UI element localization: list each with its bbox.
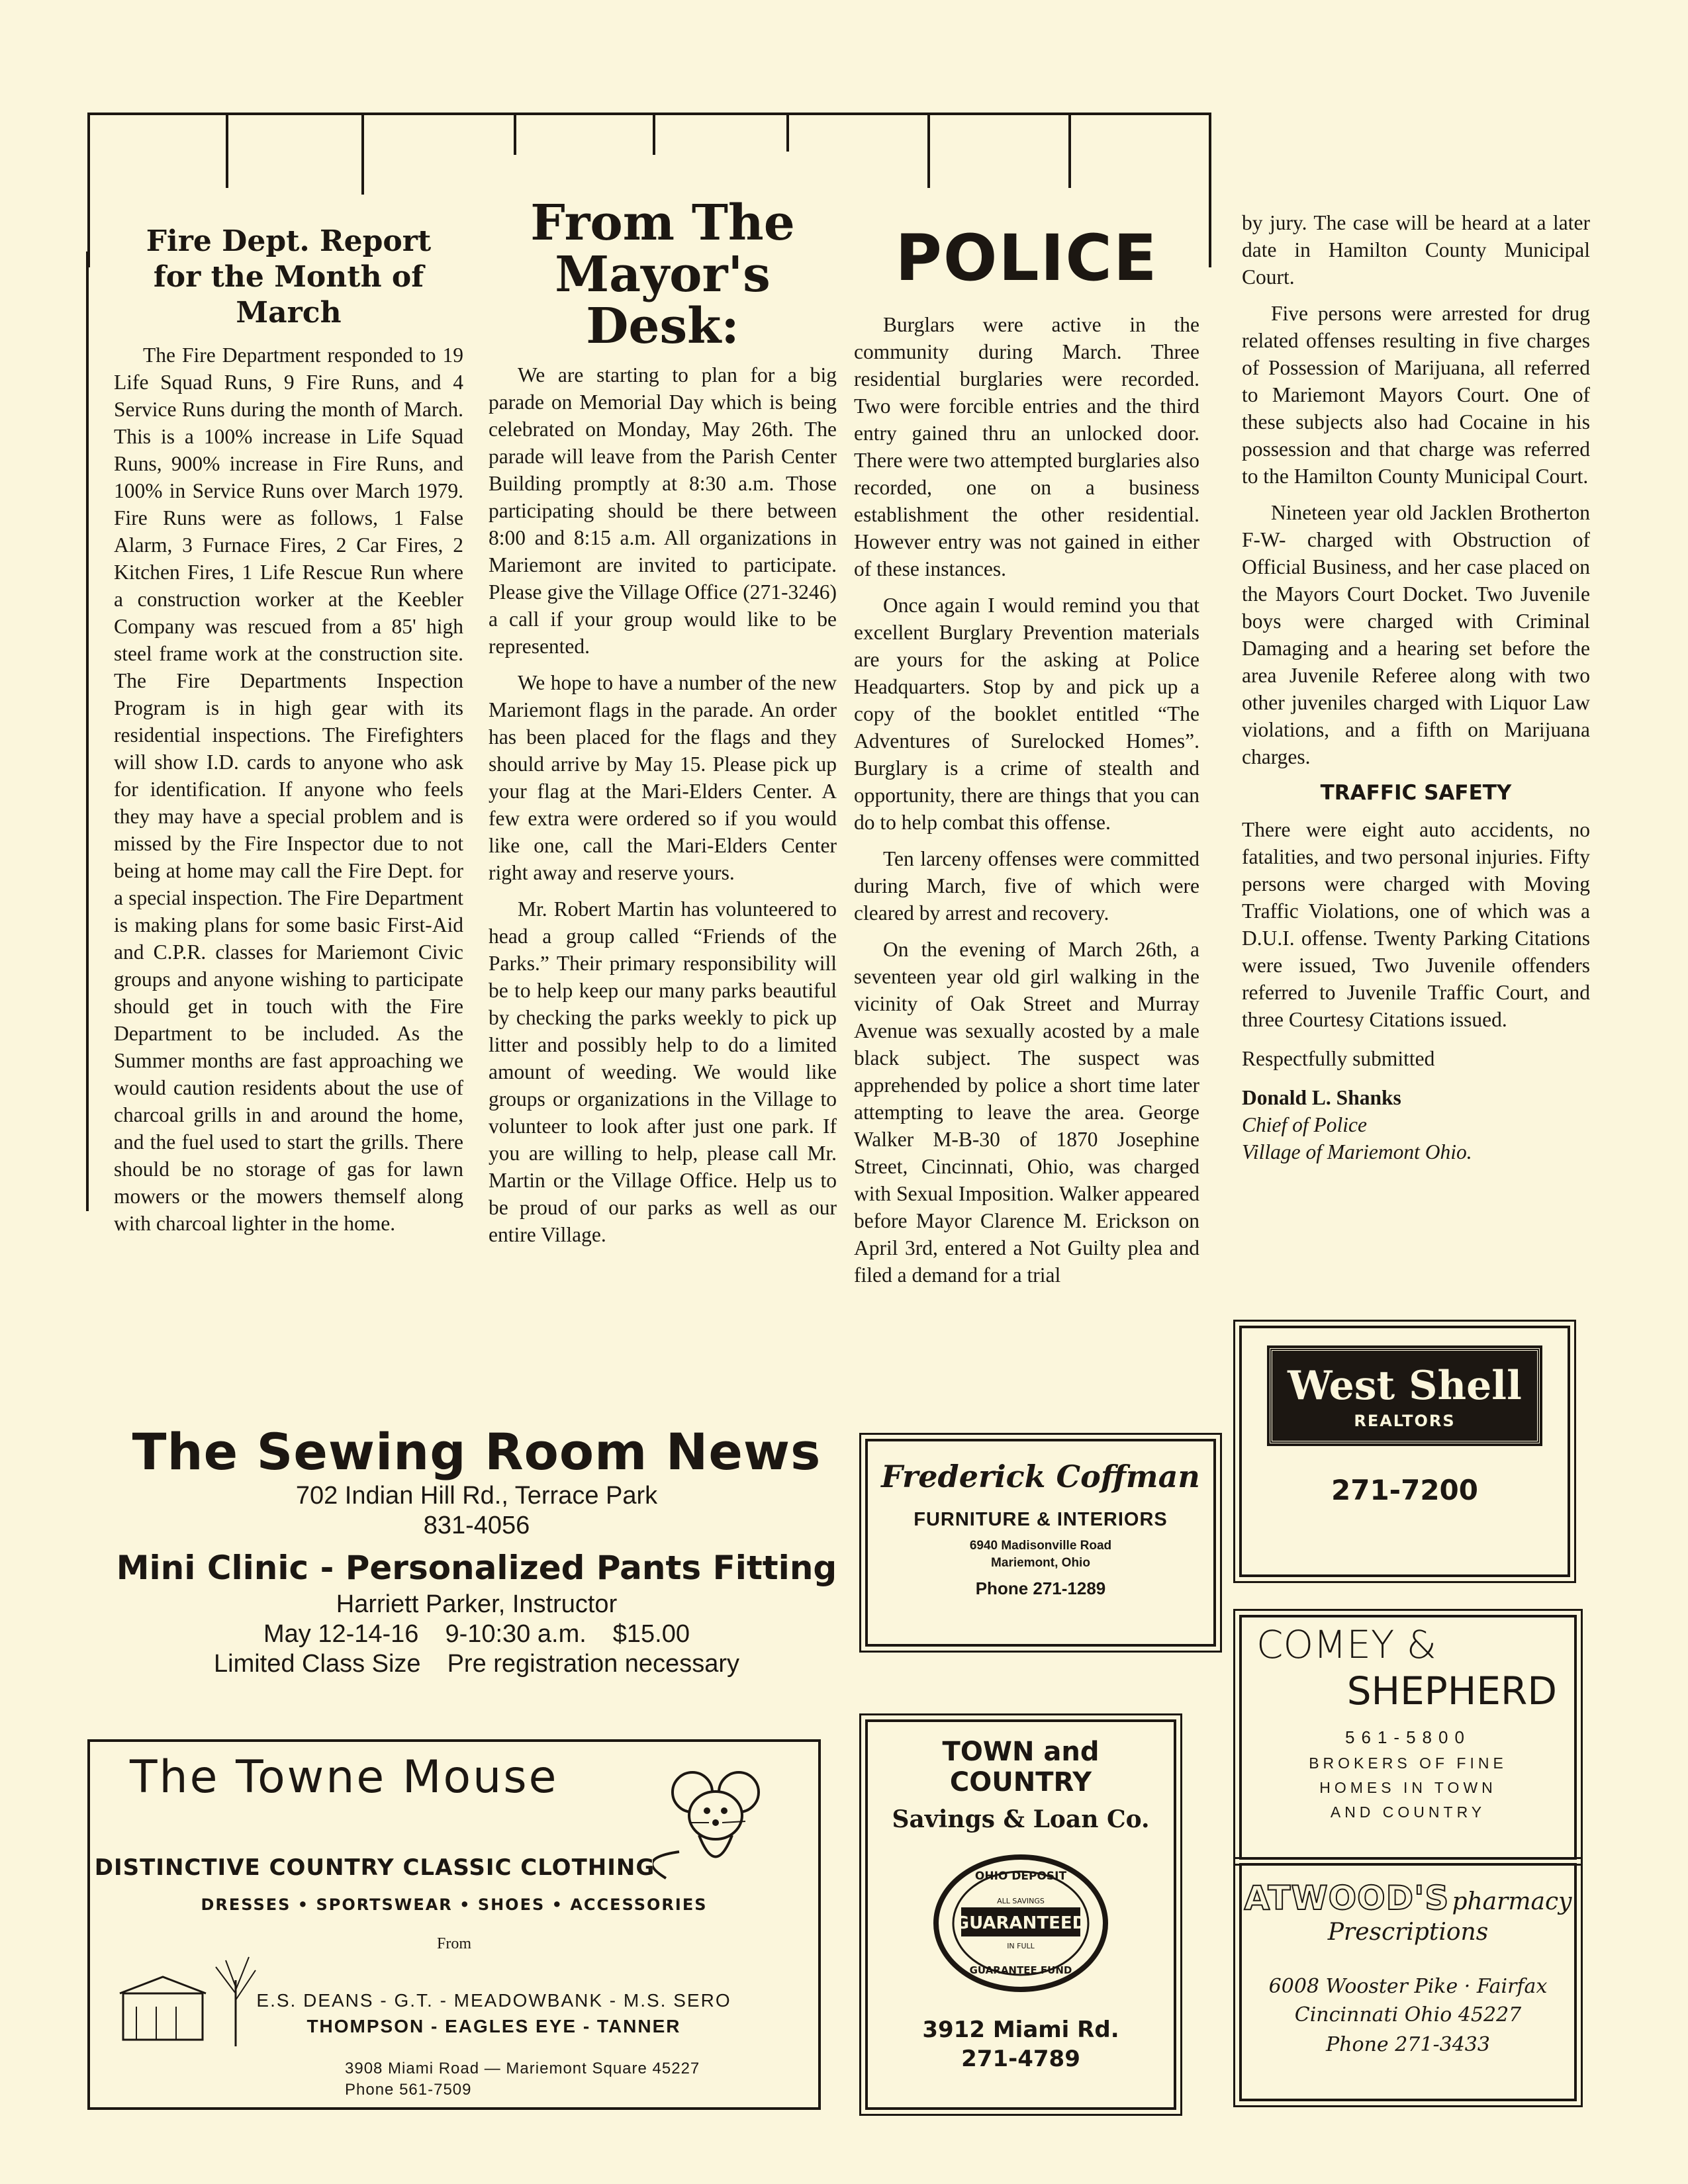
sewing-room-ad [106,1423,847,1679]
towne-from: From [436,1935,471,1952]
sewing-address: 702 Indian Hill Rd., Terrace Park [295,1482,658,1510]
police-paragraph: Nineteen year old Jacklen Brotherton F-W- charged with Obstruction of Official Business, and her case placed on the Mayors Court Docket. Two Juvenile boys were charged with Criminal Damaging and a hearing set before the area Juvenile Referee along with two other juveniles charged with Liquor Law violations, and a fifth on Marijuana charges. [1242,501,1590,768]
seal-bottom: GUARANTEE FUND [969,1964,1072,1976]
atwood-phone: Phone 271-3433 [1326,2033,1490,2056]
fire-title-line1: Fire Dept. Report [146,224,432,258]
town-country-name1: TOWN and COUNTRY [942,1737,1100,1797]
coffman-phone: Phone 271-1289 [975,1578,1106,1598]
sewing-size: Limited Class Size [214,1650,421,1678]
west-shell-logo [1270,1348,1540,1443]
fire-body: The Fire Department responded to 19 Life Squad Runs, 9 Fire Runs, and 4 Service Runs during the month of March. This is a 100% increase in Life Squad Runs, 900% increase in Fire Runs, and 100% in Service Runs over March 1979. Fire Runs were as follows, 1 False Alarm, 3 Furnace Fires, 2 Car Fires, 2 Kitchen Fires, 1 Life Rescue Run where a construction worker at the Keebler Company was rescued from a 85' high steel frame work at the construction site. The Fire Departments Inspection Program is in high gear with its residential inspections. The Firefighters will show I.D. cards to anyone who ask for identification. If anyone who feels they may have a special problem and is missed by the Fire Inspector due to not being at home may call the Fire Dept. for a special inspection. The Fire Department is making plans for some basic First-Aid and C.P.R. classes for Mariemont Civic groups and anyone wishing to participate should get in touch with the Fire Department to be included. As the Summer months are fast approaching we would caution residents about the use of charcoal grills in and around the home, and the fuel used to start the grills. There should be no storage of gas for lawn mowers or the mowers themself along with charcoal lighter in the home. [114,343,463,1235]
frame-tick [653,115,655,155]
comey-name2: SHEPHERD [1346,1668,1557,1713]
sewing-title: The Sewing Room News [132,1422,821,1481]
west-shell-sub: REALTORS [1354,1412,1456,1430]
police-paragraph: Burglars were active in the community during March. Three residential burglaries were recorded. Two were forcible entries and the third entry gained thru an unlocked door. There were two attempted burglaries also recorded, one on a business establishment the other residential. However entry was not gained in either of these instances. [854,313,1199,580]
police-paragraph: Ten larceny offenses were committed during March, five of which were cleared by arrest and recovery. [854,847,1199,925]
signature-org: Village of Mariemont Ohio. [1242,1140,1472,1163]
comey-name1: COMEY & [1256,1622,1436,1667]
sewing-time: 9-10:30 a.m. [445,1620,586,1648]
mayor-paragraph: We are starting to plan for a big parade on Memorial Day which is being celebrated on Monday, May 26th. The parade will leave from the Parish Center Building promptly at 8:30 a.m. Those participating should be there between 8:00 and 8:15 a.m. All organizations in Mariemont are invited to participate. Please give the Village Office (271-3246) a call if your group would like to be represented. [489,363,837,658]
atwood-prescriptions: Prescriptions [1327,1919,1489,1946]
sewing-instructor: Harriett Parker, Instructor [336,1590,618,1618]
town-country-name2: Savings & Loan Co. [892,1805,1150,1833]
sewing-phone: 831-4056 [423,1512,530,1539]
mayor-paragraph: We hope to have a number of the new Mariemont flags in the parade. An order has been placed for the flags and they should arrive by May 15. Please pick up your flag at the Mari-Elders Center. A few extra were ordered so if you would like one, call the Mari-Elders Center right away and reserve yours. [489,671,837,884]
left-rule [86,251,89,1211]
towne-mouse-ad [87,1739,821,2110]
towne-brands-2: THOMPSON - EAGLES EYE - TANNER [306,2016,681,2036]
comey-line2: HOMES IN TOWN [1319,1779,1497,1796]
towne-phone: Phone 561-7509 [345,2081,472,2099]
police-paragraph: There were eight auto accidents, no fatalities, and two personal injuries. Fifty persons were charged with Moving Traffic Violations, one of which was a D.U.I. offense. Twenty Parking Citations were issued, Two Juvenile offenders referred to Juvenile Traffic Court, and three Courtesy Citations issued. [1242,818,1590,1031]
signature-title: Chief of Police [1242,1113,1367,1136]
closing-line: Respectfully submitted [1242,1047,1435,1070]
police-paragraph: Five persons were arrested for drug related offenses resulting in five charges of Possession of Marijuana, all referred to Mariemont Mayors Court. One of these subjects also had Cocaine in his possession and that charge was referred to the Hamilton County Municipal Court. [1242,302,1590,488]
police-paragraph: Once again I would remind you that excellent Burglary Prevention materials are yours for the asking at Police Headquarters. Stop by and pick up a copy of the booklet entitled “The Adventures of Surelocked Homes”. Burglary is a crime of stealth and opportunity, there are things that you can do to help combat this offense. [854,594,1199,834]
towne-categories: DRESSES • SPORTSWEAR • SHOES • ACCESSORIES [201,1895,708,1914]
mayor-desk [489,197,837,1257]
mayor-title-line1: From The [530,195,795,251]
town-country-address: 3912 Miami Rd. [922,2017,1119,2043]
comey-line1: BROKERS OF FINE [1309,1754,1507,1772]
mayor-title-line2: Mayor's Desk: [555,246,771,355]
west-shell-name: West Shell [1288,1363,1522,1409]
atwood-address1: 6008 Wooster Pike · Fairfax [1268,1975,1548,1998]
comey-shepherd-ad [1239,1615,1577,1860]
frame-tick [361,115,364,195]
atwood-name: ATWOOD'S [1244,1879,1450,1917]
sewing-clinic: Mini Clinic - Personalized Pants Fitting [116,1549,837,1587]
police-paragraph: On the evening of March 26th, a seventeen year old girl walking in the vicinity of Oak Street and Murray Avenue was sexually acosted by a male black subject. The suspect was apprehended by police a short time later attempting to leave the area. George Walker M-B-30 of 1870 Josephine Street, Cincinnati, Ohio, was charged with Sexual Imposition. Walker appeared before Mayor Clarence M. Erickson on April 3rd, entered a Not Guilty plea and filed a demand for a trial [854,938,1199,1287]
atwood-address2: Cincinnati Ohio 45227 [1294,2003,1522,2026]
town-country-phone: 271-4789 [961,2046,1080,2072]
sewing-price: $15.00 [612,1620,690,1648]
frame-tick [927,115,930,188]
ohio-deposit-seal [931,1850,1110,1996]
frederick-coffman-ad [865,1439,1216,1647]
traffic-safety-heading: TRAFFIC SAFETY [1320,781,1512,805]
police-report-continued [1242,209,1590,1165]
frame-tick [514,115,516,155]
frame-tick [786,115,789,152]
sewing-dates: May 12-14-16 [263,1620,419,1648]
seal-top: OHIO DEPOSIT [974,1870,1067,1883]
coffman-street: 6940 Madisonville Road [969,1539,1112,1553]
police-paragraph: by jury. The case will be heard at a later date in Hamilton County Municipal Court. [1242,211,1590,289]
comey-phone: 561-5800 [1345,1727,1471,1747]
towne-address: 3908 Miami Road — Mariemont Square 45227 [345,2060,700,2077]
west-shell-ad [1239,1326,1570,1577]
coffman-city: Mariemont, Ohio [991,1556,1090,1570]
comey-line3: AND COUNTRY [1330,1803,1486,1821]
fire-title-line2: for the Month of March [153,260,424,330]
towne-mouse-logo: The Towne Mouse [130,1751,559,1803]
signature-name: Donald L. Shanks [1242,1086,1401,1109]
police-report [854,221,1199,1298]
coffman-line: FURNITURE & INTERIORS [914,1509,1168,1530]
town-and-country-ad [865,1719,1176,2110]
seal-small2: IN FULL [1007,1942,1035,1950]
police-title: POLICE [895,221,1158,295]
towne-brands-1: E.S. DEANS - G.T. - MEADOWBANK - M.S. SERO [256,1990,731,2011]
atwood-pharmacy: pharmacy [1452,1888,1572,1915]
coffman-name: Frederick Coffman [881,1459,1200,1494]
frame-tick [1068,115,1071,188]
fire-report [114,224,463,1246]
seal-small1: ALL SAVINGS [997,1897,1045,1905]
mayor-paragraph: Mr. Robert Martin has volunteered to head a group called “Friends of the Parks.” Their primary responsibility will be to help keep our many parks beautiful by checking the parks weekly to pick up litter and possibly help to do a limited amount of weeding. We would like groups or organizations in the Village to volunteer to look after just one park. If you are willing to help, please call Mr. Martin or the Village Office. Help us to be proud of our parks as well as our entire Village. [489,897,837,1246]
frame-tick [226,115,228,188]
seal-mid: GUARANTEED [955,1913,1087,1933]
towne-tagline: DISTINCTIVE COUNTRY CLASSIC CLOTHING [94,1854,655,1881]
atwoods-pharmacy-ad [1239,1863,1577,2101]
west-shell-phone: 271-7200 [1331,1474,1478,1506]
sewing-prereg: Pre registration necessary [447,1650,739,1678]
